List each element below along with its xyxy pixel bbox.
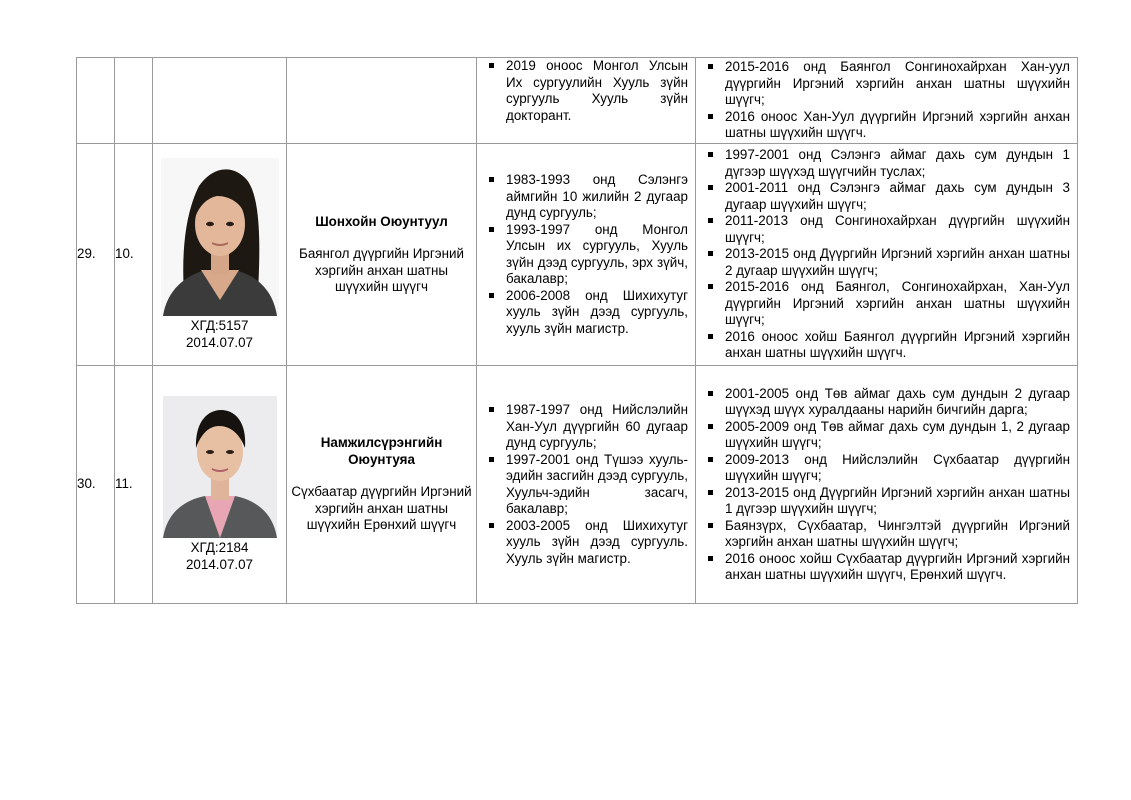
row-sub-number: 10.: [115, 144, 153, 366]
table-row: [77, 366, 1078, 604]
career-item: 2009-2013 онд Нийслэлийн Сүхбаатар дүүргийн шүүхийн шүүгч;: [706, 452, 1070, 485]
career-cell: [696, 58, 1078, 144]
judges-table: [76, 57, 1078, 604]
career-item: Баянзүрх, Сүхбаатар, Чингэлтэй дүүргийн Иргэний хэргийн анхан шатны шүүхийн шүүгч;: [706, 518, 1070, 551]
name-cell: [287, 58, 477, 144]
name-cell: [287, 366, 477, 604]
education-item: 2006-2008 онд Шихихутуг хууль зүйн дээд сургууль, хууль зүйн магистр.: [487, 288, 688, 338]
judge-position: Баянгол дүүргийн Иргэний хэргийн анхан шатны шүүхийн шүүгч: [299, 246, 464, 294]
education-item: 2019 оноос Монгол Улсын Их сургуулийн Хууль зүйн сургууль Хууль зүйн докторант.: [487, 58, 688, 124]
career-item: 2013-2015 онд Дүүргийн Иргэний хэргийн анхан шатны 2 дугаар шүүхийн шүүгч;: [706, 246, 1070, 279]
portrait-image: [163, 396, 277, 538]
decree-date: 2014.07.07: [185, 334, 254, 350]
photo-cell: [153, 366, 287, 604]
education-item: 1993-1997 онд Монгол Улсын их сургууль, Хууль зүйн дээд сургууль, эрх зүйч, бакалавр;: [487, 222, 688, 288]
career-item: 2016 оноос Хан-Уул дүүргийн Иргэний хэргийн анхан шатны шүүхийн шүүгч.: [706, 109, 1070, 142]
decree-date: 2014.07.07: [185, 556, 254, 572]
education-item: 1983-1993 онд Сэлэнгэ аймгийн 10 жилийн 2 дугаар дунд сургууль;: [487, 172, 688, 222]
judge-name: Намжилсүрэнгийн Оюунтуяа: [320, 435, 443, 467]
career-item: 1997-2001 онд Сэлэнгэ аймаг дахь сум дундын 1 дүгээр шүүхэд шүүгчийн туслах;: [706, 147, 1070, 180]
judge-portrait-1: [161, 158, 279, 316]
career-item: 2011-2013 онд Сонгинохайрхан дүүргийн шүүхийн шүүгч;: [706, 213, 1070, 246]
decree-number: ХГД:5157: [190, 318, 249, 333]
judge-name: Шонхойн Оюунтуул: [315, 213, 448, 229]
career-cell: [696, 366, 1078, 604]
row-sub-number: 11.: [115, 366, 153, 604]
row-sub-number: [115, 58, 153, 144]
career-item: 2001-2005 онд Төв аймаг дахь сум дундын 2 дугаар шүүхэд шүүх хуралдааны нарийн бичгийн дарга;: [706, 386, 1070, 419]
career-item: 2005-2009 онд Төв аймаг дахь сум дундын 1, 2 дугаар шүүхийн шүүгч;: [706, 419, 1070, 452]
career-item: 2015-2016 онд Баянгол Сонгинохайрхан Хан-уул дүүргийн Иргэний хэргийн анхан шатны шүүхийн шүүгч;: [706, 59, 1070, 109]
photo-cell: [153, 58, 287, 144]
portrait-image: [161, 158, 279, 316]
photo-cell: [153, 144, 287, 366]
career-cell: [696, 144, 1078, 366]
decree-number: ХГД:2184: [190, 540, 249, 555]
career-item: 2001-2011 онд Сэлэнгэ аймаг дахь сум дундын 3 дугаар шүүхийн шүүгч;: [706, 180, 1070, 213]
row-number: [77, 58, 115, 144]
career-item: 2016 оноос хойш Сүхбаатар дүүргийн Иргэний хэргийн анхан шатны шүүхийн шүүгч, Ерөнхий шүүгч.: [706, 551, 1070, 584]
education-item: 1997-2001 онд Түшээ хууль-эдийн засгийн дээд сургууль, Хуульч-эдийн засагч, бакалавр;: [487, 452, 688, 518]
table-row: [77, 58, 1078, 144]
education-cell: [477, 58, 696, 144]
row-number: 30.: [77, 366, 115, 604]
education-cell: [477, 144, 696, 366]
judge-position: Сүхбаатар дүүргийн Иргэний хэргийн анхан шатны шүүхийн Ерөнхий шүүгч: [291, 484, 472, 533]
name-cell: [287, 144, 477, 366]
career-item: 2013-2015 онд Дүүргийн Иргэний хэргийн анхан шатны 1 дүгээр шүүхийн шүүгч;: [706, 485, 1070, 518]
row-number: 29.: [77, 144, 115, 366]
judge-portrait-2: [163, 396, 277, 538]
education-item: 1987-1997 онд Нийслэлийн Хан-Уул дүүргийн 60 дугаар дунд сургууль;: [487, 402, 688, 452]
education-item: 2003-2005 онд Шихихутуг хууль зүйн дээд сургууль. Хууль зүйн магистр.: [487, 518, 688, 568]
table-row: [77, 144, 1078, 366]
education-cell: [477, 366, 696, 604]
career-item: 2015-2016 онд Баянгол, Сонгинохайрхан, Хан-Уул дүүргийн Иргэний хэргийн анхан шатны шүүхийн шүүгч;: [706, 279, 1070, 329]
career-item: 2016 оноос хойш Баянгол дүүргийн Иргэний хэргийн анхан шатны шүүхийн шүүгч.: [706, 329, 1070, 362]
